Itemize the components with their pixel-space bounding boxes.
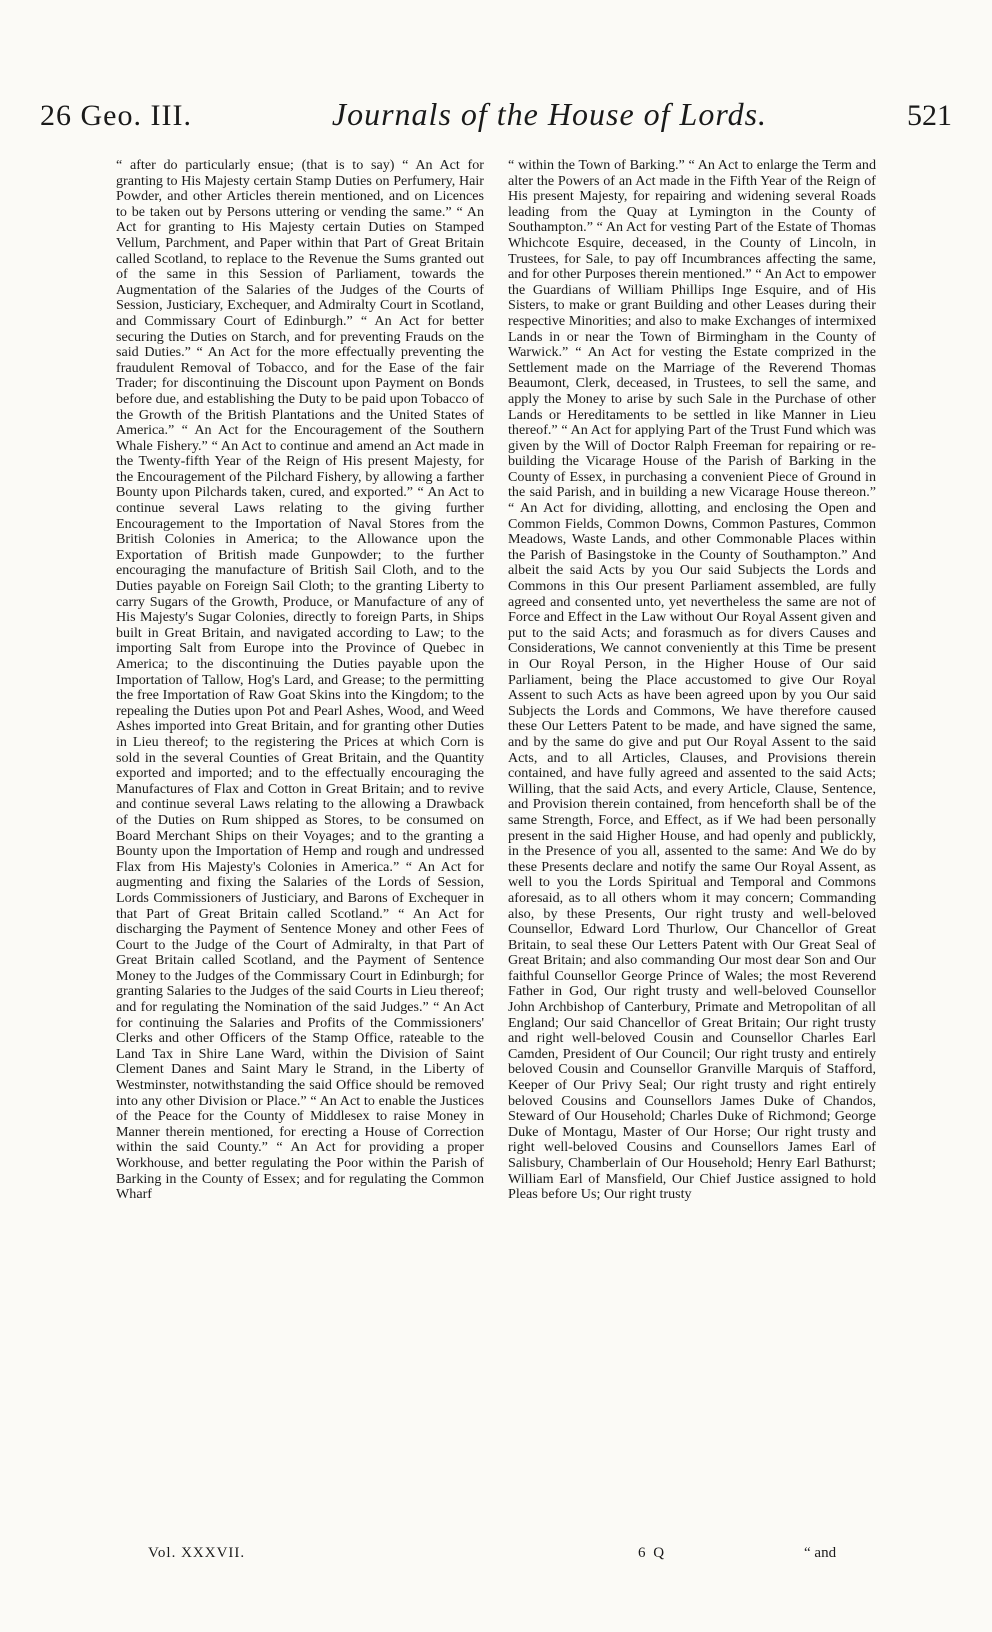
regnal-year: 26 Geo. III. — [40, 99, 192, 132]
page-number: 521 — [906, 99, 952, 132]
running-title: Journals of the House of Lords. — [331, 96, 768, 132]
volume-number: Vol. XXXVII. — [148, 1545, 246, 1561]
right-column-text: “ within the Town of Barking.” “ An Act to enlarge the Term and alter the Powers of an Act made in the Fifth Year of the Reign of His present Majesty, for repairing and widening several Roads leading from the Quay at Lymington in the County of Southampton.” “ An Act for vesting Part of the Estate of Thomas Whichcote Esquire, deceased, in the County of Lincoln, in Trustees, for Sale, to pay off Incumbrances affecting the same, and for other Purposes therein mentioned.” “ An Act to empower the Guardians of William Phillips Inge Esquire, and of His Sisters, to make or grant Building and other Leases during their respective Minorities; and also to make Exchanges of intermixed Lands in or near the Town of Birmingham in the County of Warwick.” “ An Act for vesting the Estate comprized in the Settlement made on the Marriage of the Reverend Thomas Beaumont, Clerk, deceased, in Trustees, to sell the same, and apply the Money to arise by such Sale in the Purchase of other Lands or Hereditaments to be settled in like Manner in Lieu thereof.” “ An Act for applying Part of the Trust Fund which was given by the Will of Doctor Ralph Freeman for repairing or re-building the Vicarage House of the Parish of Barking in the County of Essex, in purchasing a convenient Piece of Ground in the said Parish, and in building a new Vicarage House thereon.” “ An Act for dividing, allotting, and enclosing the Open and Common Fields, Common Downs, Common Pastures, Common Meadows, Waste Lands, and other Commonable Places within the Parish of Basingstoke in the County of Southampton.” And albeit the said Acts by you Our said Subjects the Lords and Commons in this Our present Parliament assembled, are fully agreed and consented unto, yet nevertheless the same are not of Force and Effect in the Law without Our Royal Assent given and put to the said Acts; and forasmuch as for divers Causes and Considerations, We cannot conveniently at this Time be present in Our Royal Person, in the Higher House of Our said Parliament, being the Place accustomed to give Our Royal Assent to such Acts as have been agreed upon by you Our said Subjects the Lords and Commons, We have therefore caused these Our Letters Patent to be made, and have signed the same, and by the same do give and put Our Royal Assent to the said Acts, and to all Articles, Clauses, and Provisions therein contained, and have fully agreed and assented to the said Acts; Willing, that the said Acts, and every Article, Clause, Sentence, and Provision therein contained, from henceforth shall be of the same Strength, Force, and Effect, as if We had been personally present in the said Higher House, and had openly and publickly, in the Presence of you all, assented to the same: And We do by these Presents declare and notify the same Our Royal Assent, as well to you the Lords Spiritual and Temporal and Commons aforesaid, as to all others whom it may concern; Commanding also, by these Presents, Our right trusty and well-beloved Counsellor, Edward Lord Thurlow, Our Chancellor of Great Britain, to seal these Our Letters Patent with Our Great Seal of Great Britain; and also commanding Our most dear Son and Our faithful Counsellor George Prince of Wales; the most Reverend Father in God, Our right trusty and well-beloved Counsellor John Archbishop of Canterbury, Primate and Metropolitan of all England; Our said Chancellor of Great Britain; Our right trusty and right well-beloved Cousin and Counsellor Charles Earl Camden, President of Our Council; Our right trusty and entirely beloved Cousin and Counsellor Granville Marquis of Stafford, Keeper of Our Privy Seal; Our right trusty and right entirely beloved Cousins and Counsellors James Duke of Chandos, Steward of Our Household; Charles Duke of Richmond; George Duke of Montagu, Master of Our Horse; Our right trusty and right well-beloved Cousins and Counsellors James Earl of Salisbury, Chamberlain of Our Household; Henry Earl Bathurst; William Earl of Mansfield, Our Chief Justice assigned to hold Pleas before Us; Our right trusty — [508, 158, 876, 1203]
signature-mark: 6 Q — [638, 1545, 667, 1561]
left-column-text: “ after do particularly ensue; (that is to say) “ An Act for granting to His Majesty certain Stamp Duties on Perfumery, Hair Powder, and other Articles therein mentioned, and on Licences to be taken out by Persons uttering or vending the same.” “ An Act for granting to His Majesty certain Duties on Stamped Vellum, Parchment, and Paper within that Part of Great Britain called Scotland, to replace to the Revenue the Sums granted out of the same in this Session of Parliament, towards the Augmentation of the Salaries of the Judges of the Courts of Session, Justiciary, Exchequer, and Admiralty Court in Scotland, and Commissary Court of Edinburgh.” “ An Act for better securing the Duties on Starch, and for preventing Frauds on the said Duties.” “ An Act for the more effectually preventing the fraudulent Removal of Tobacco, and for the Ease of the fair Trader; for discontinuing the Discount upon Payment on Bonds before due, and establishing the Duty to be paid upon Tobacco of the Growth of the British Plantations and the United States of America.” “ An Act for the Encouragement of the Southern Whale Fishery.” “ An Act to continue and amend an Act made in the Twenty-fifth Year of the Reign of His present Majesty, for the Encouragement of the Pilchard Fishery, by allowing a farther Bounty upon Pilchards taken, cured, and exported.” “ An Act to continue several Laws relating to the giving further Encouragement to the Importation of Naval Stores from the British Colonies in America; to the Allowance upon the Exportation of British made Gunpowder; to the further encouraging the manufacture of British Sail Cloth, and to the Duties payable on Foreign Sail Cloth; to the granting Liberty to carry Sugars of the Growth, Produce, or Manufacture of any of His Majesty's Sugar Colonies, directly to foreign Parts, in Ships built in Great Britain, and navigated according to Law; to the importing Salt from Europe into the Province of Quebec in America; to the discontinuing the Duties payable upon the Importation of Tallow, Hog's Lard, and Grease; to the permitting the free Importation of Raw Goat Skins into the Kingdom; to the repealing the Duties upon Pot and Pearl Ashes, Wood, and Weed Ashes imported into Great Britain, and for granting other Duties in Lieu thereof; to the registering the Prices at which Corn is sold in the several Counties of Great Britain, and the Quantity exported and imported; and to the effectually encouraging the Manufactures of Flax and Cotton in Great Britain; and to revive and continue several Laws relating to the allowing a Drawback of the Duties on Rum shipped as Stores, to be consumed on Board Merchant Ships on their Voyages; and to the granting a Bounty upon the Importation of Hemp and rough and undressed Flax from His Majesty's Colonies in America.” “ An Act for augmenting and fixing the Salaries of the Lords of Session, Lords Commissioners of Justiciary, and Barons of Exchequer in that Part of Great Britain called Scotland.” “ An Act for discharging the Payment of Sentence Money and other Fees of Court to the Judge of the Court of Admiralty, in that Part of Great Britain called Scotland, and the Payment of Sentence Money to the Judges of the Commissary Court in Edinburgh; for granting Salaries to the Judges of the said Courts in Lieu thereof; and for regulating the Nomination of the said Judges.” “ An Act for continuing the Salaries and Profits of the Commissioners' Clerks and other Officers of the Stamp Office, rateable to the Land Tax in Shire Lane Ward, within the Division of Saint Clement Danes and Saint Mary le Strand, in the Liberty of Westminster, notwithstanding the said Office should be removed into any other Division or Place.” “ An Act to enable the Justices of the Peace for the County of Middlesex to raise Money in Manner therein mentioned, for erecting a House of Correction within the said County.” “ An Act for providing a proper Workhouse, and better regulating the Poor within the Parish of Barking in the County of Essex; and for regulating the Common Wharf — [116, 158, 484, 1203]
catchword: “ and — [804, 1545, 837, 1561]
text-columns — [116, 158, 876, 1548]
left-column — [116, 158, 484, 1548]
page-header — [40, 96, 952, 146]
page-footer — [148, 1545, 848, 1567]
right-column — [508, 158, 876, 1548]
